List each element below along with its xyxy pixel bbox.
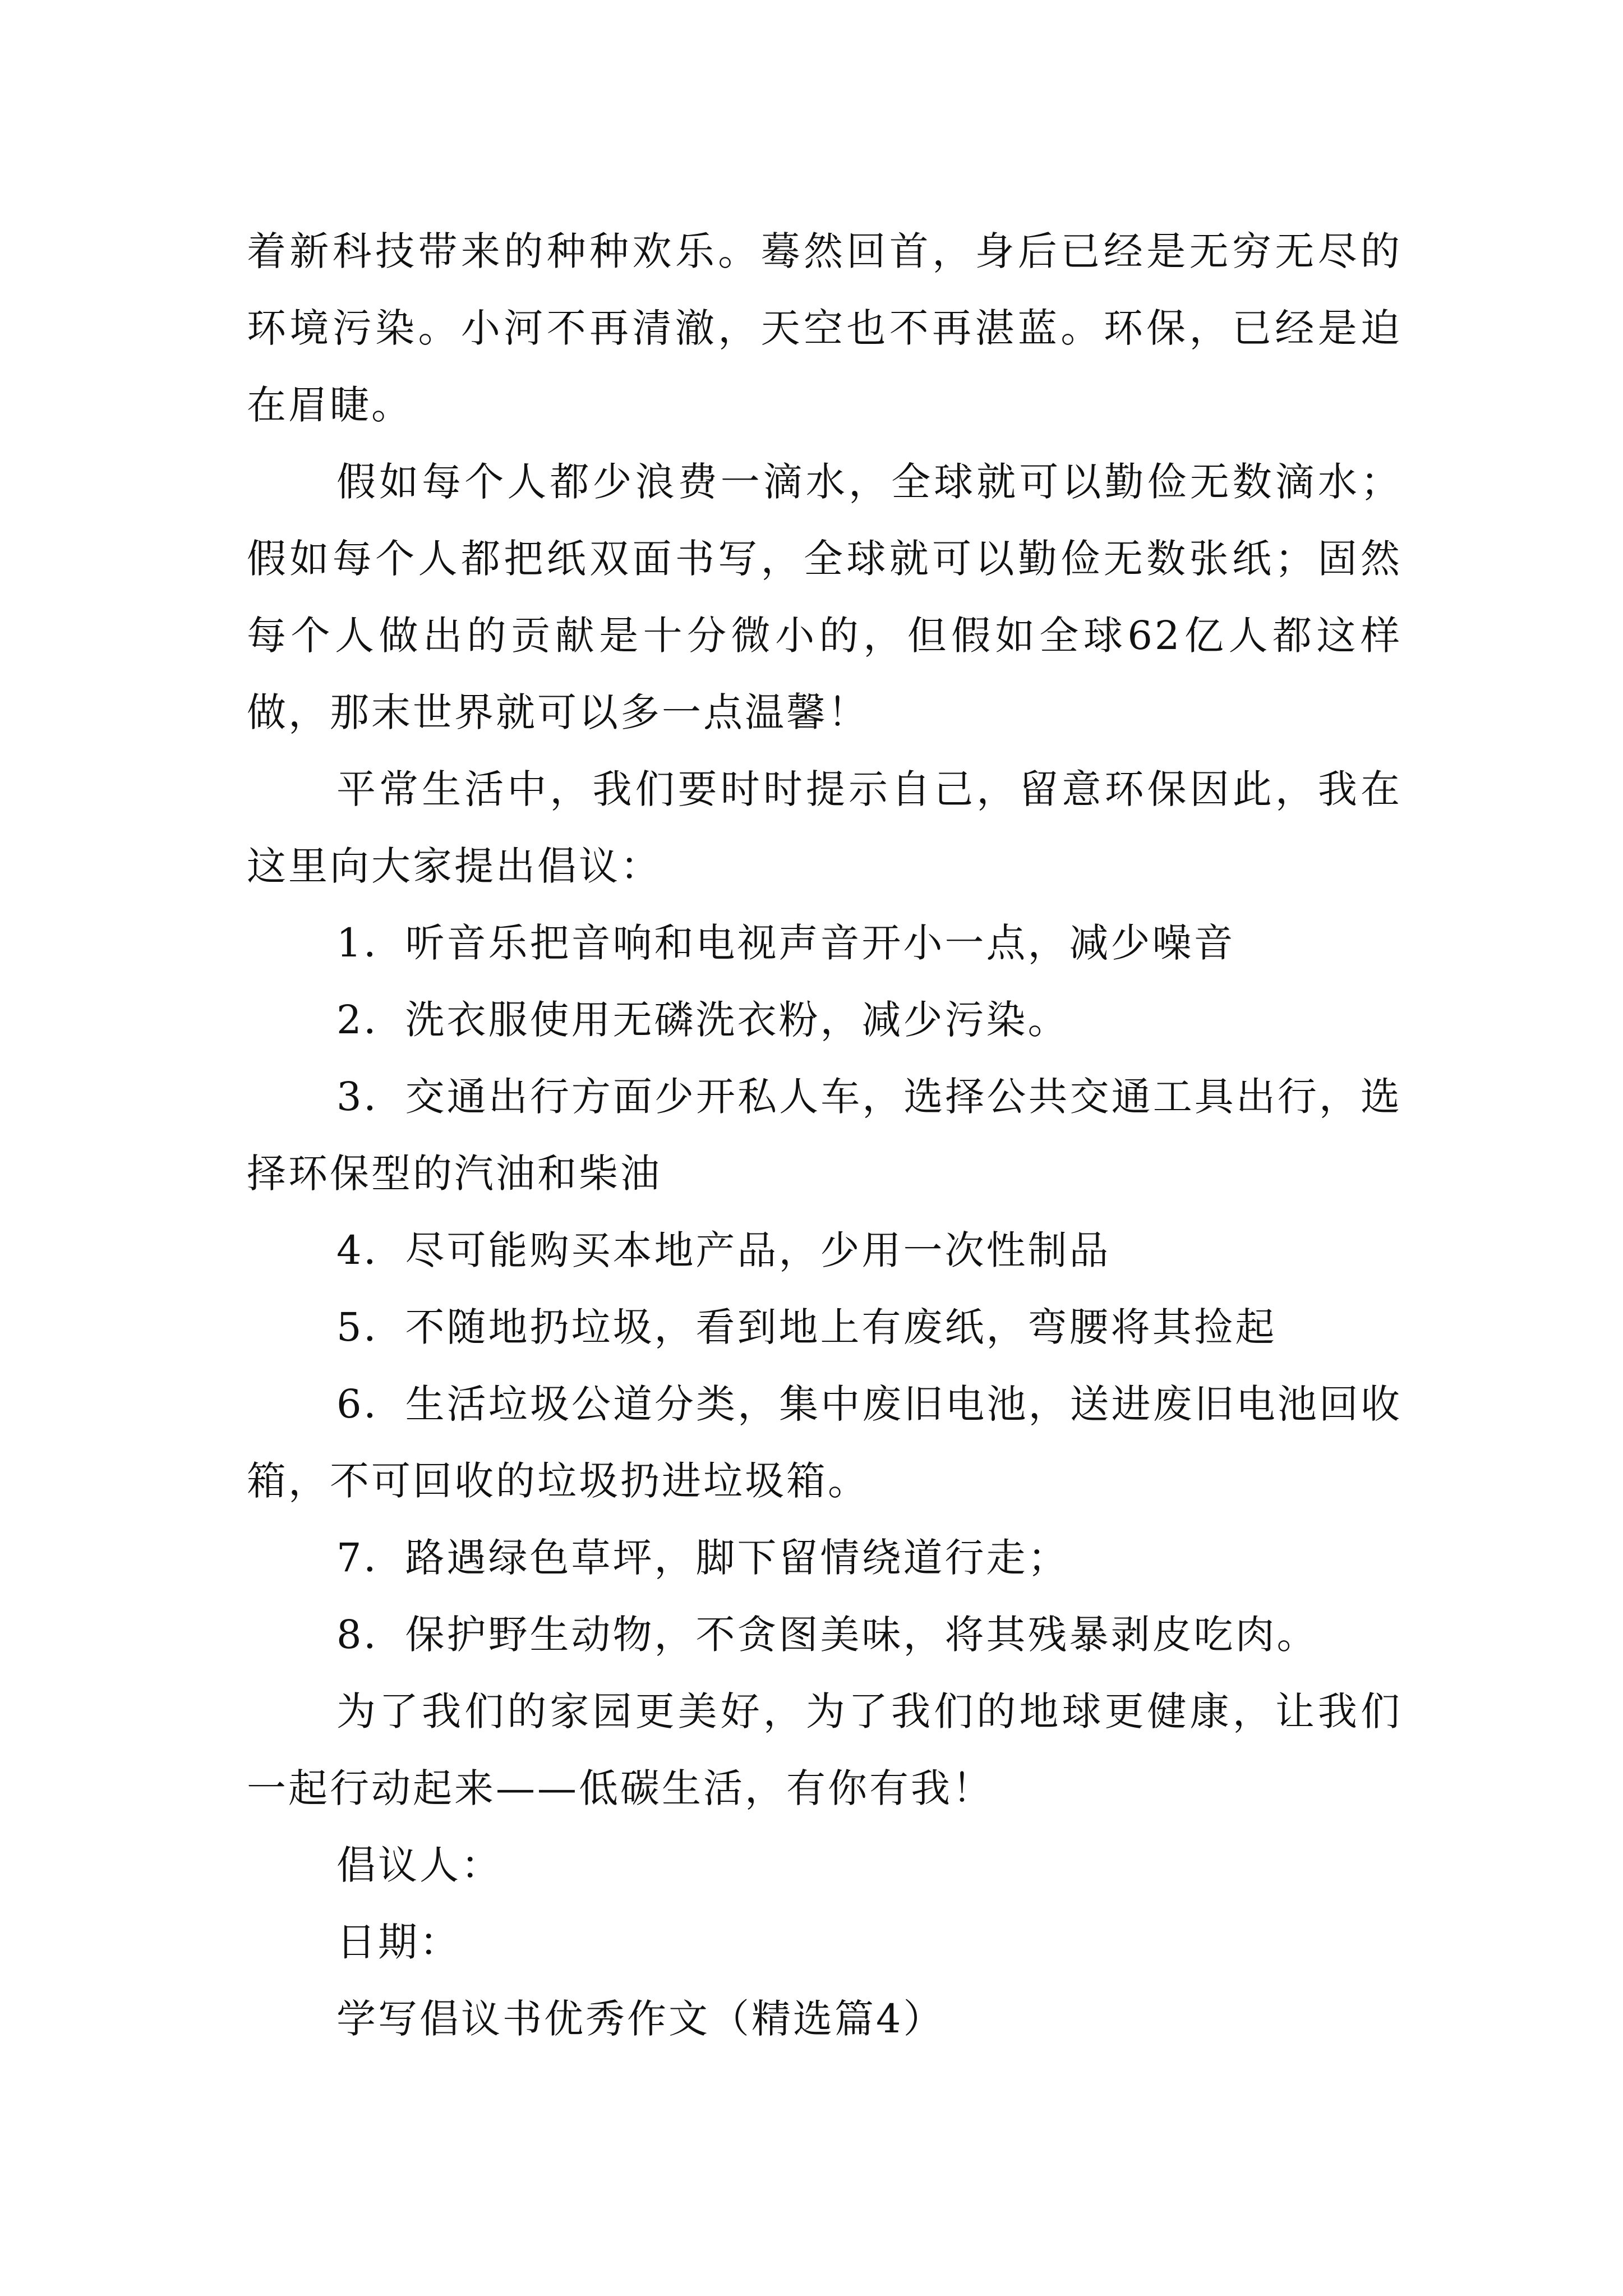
section-heading: 学写倡议书优秀作文（精选篇4） bbox=[336, 1996, 945, 2042]
document-body bbox=[247, 213, 1402, 2058]
list-item-5: 5．不随地扔垃圾，看到地上有废纸，弯腰将其捡起 bbox=[336, 1304, 1277, 1350]
paragraph-closing: 为了我们的家园更美好，为了我们的地球更健康，让我们一起行动起来——低碳生活，有你有我！ bbox=[247, 1688, 1402, 1811]
signature-date: 日期： bbox=[336, 1919, 461, 1965]
paragraph-proposal-intro: 平常生活中，我们要时时提示自己，留意环保因此，我在这里向大家提出倡议： bbox=[247, 766, 1402, 889]
paragraph-continuation: 着新科技带来的种种欢乐。蓦然回首，身后已经是无穷无尽的环境污染。小河不再清澈，天空也不再湛蓝。环保，已经是迫在眉睫。 bbox=[247, 228, 1402, 428]
signature-proposer: 倡议人： bbox=[336, 1842, 502, 1888]
list-item-8: 8．保护野生动物，不贪图美味，将其残暴剥皮吃肉。 bbox=[336, 1612, 1318, 1658]
list-item-7: 7．路遇绿色草坪，脚下留情绕道行走； bbox=[336, 1535, 1069, 1581]
paragraph-water-paper: 假如每个人都少浪费一滴水，全球就可以勤俭无数滴水；假如每个人都把纸双面书写，全球就可以勤俭无数张纸；固然每个人做出的贡献是十分微小的，但假如全球62亿人都这样做，那末世界就可以多一点温馨！ bbox=[247, 459, 1402, 735]
list-item-3: 3．交通出行方面少开私人车，选择公共交通工具出行，选择环保型的汽油和柴油 bbox=[247, 1074, 1402, 1197]
list-item-2: 2．洗衣服使用无磷洗衣粉，减少污染。 bbox=[336, 997, 1069, 1043]
list-item-1: 1．听音乐把音响和电视声音开小一点，减少噪音 bbox=[336, 920, 1235, 966]
list-item-4: 4．尽可能购买本地产品，少用一次性制品 bbox=[336, 1227, 1111, 1273]
list-item-6: 6．生活垃圾公道分类，集中废旧电池，送进废旧电池回收箱，不可回收的垃圾扔进垃圾箱。 bbox=[247, 1381, 1402, 1504]
